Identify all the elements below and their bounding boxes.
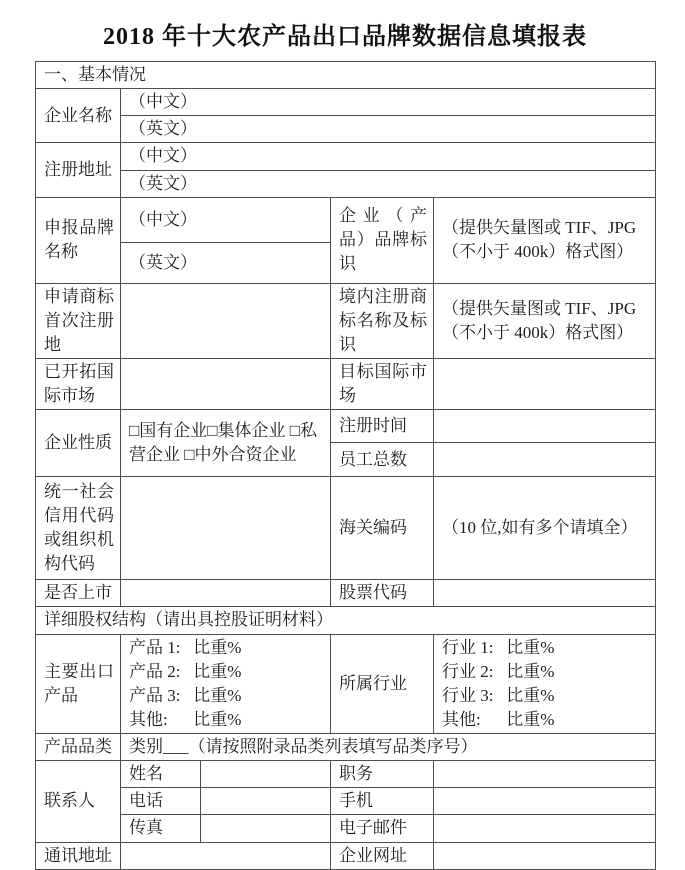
field-contact-tel[interactable] — [201, 788, 331, 815]
field-is-listed[interactable] — [121, 580, 331, 607]
industry-line: 行业 2: 比重% — [442, 661, 555, 681]
field-company-name-en[interactable] — [121, 116, 656, 143]
label-contact-name: 姓名 — [121, 761, 201, 788]
field-stock-code[interactable] — [434, 580, 656, 607]
label-contact-mobile: 手机 — [331, 788, 434, 815]
label-credit-or-org-code: 统一社会信用代码或组织机构代码 — [36, 477, 121, 580]
label-trademark-first-registration: 申请商标首次注册地 — [36, 283, 121, 358]
label-main-export-products: 主要出口产品 — [36, 634, 121, 734]
field-opened-intl-markets[interactable] — [121, 359, 331, 410]
label-contact-title: 职务 — [331, 761, 434, 788]
label-company-name: 企业名称 — [36, 89, 121, 143]
field-company-name-zh[interactable] — [121, 89, 656, 116]
note-brand-logo-format: （提供矢量图或 TIF、JPG（不小于 400k）格式图） — [434, 197, 656, 283]
industry-line: 行业 1: 比重% — [442, 637, 555, 657]
field-brand-name-en[interactable] — [121, 242, 331, 283]
label-mailing-address: 通讯地址 — [36, 842, 121, 869]
field-prefix-english: （英文） — [129, 252, 197, 272]
field-contact-name[interactable] — [201, 761, 331, 788]
export-product-line: 其他: 比重% — [129, 709, 242, 729]
label-stock-code: 股票代码 — [331, 580, 434, 607]
section-header-basic-info: 一、基本情况 — [36, 62, 656, 89]
label-brand-logo: 企业（产品）品牌标识 — [331, 197, 434, 283]
field-brand-name-zh[interactable] — [121, 197, 331, 242]
label-declared-brand-name: 申报品牌名称 — [36, 197, 121, 283]
label-product-category: 产品品类 — [36, 734, 121, 761]
label-is-listed: 是否上市 — [36, 580, 121, 607]
field-registration-time[interactable] — [434, 410, 656, 443]
label-enterprise-nature: 企业性质 — [36, 410, 121, 477]
field-prefix-english: （英文） — [129, 173, 197, 193]
field-prefix-chinese: （中文） — [129, 209, 197, 229]
label-registered-address: 注册地址 — [36, 143, 121, 197]
label-total-staff: 员工总数 — [331, 443, 434, 477]
field-product-category[interactable] — [121, 734, 656, 761]
label-contact-person: 联系人 — [36, 761, 121, 842]
basic-info-table — [35, 61, 656, 870]
label-registration-time: 注册时间 — [331, 410, 434, 443]
field-registered-address-zh[interactable] — [121, 143, 656, 170]
note-customs-code-digits: （10 位,如有多个请填全） — [442, 518, 638, 538]
label-company-website: 企业网址 — [331, 842, 434, 869]
field-prefix-chinese: （中文） — [129, 92, 197, 112]
label-industry: 所属行业 — [331, 634, 434, 734]
note-trademark-format: （提供矢量图或 TIF、JPG（不小于 400k）格式图） — [434, 283, 656, 358]
field-prefix-english: （英文） — [129, 119, 197, 139]
field-target-intl-markets[interactable] — [434, 359, 656, 410]
industry-line: 其他: 比重% — [442, 709, 555, 729]
field-contact-fax[interactable] — [201, 815, 331, 842]
label-target-intl-markets: 目标国际市场 — [331, 359, 434, 410]
field-main-export-products[interactable] — [121, 634, 331, 734]
label-domestic-trademark: 境内注册商标名称及标识 — [331, 283, 434, 358]
field-contact-title[interactable] — [434, 761, 656, 788]
field-total-staff[interactable] — [434, 443, 656, 477]
field-contact-mobile[interactable] — [434, 788, 656, 815]
field-trademark-first-registration[interactable] — [121, 283, 331, 358]
category-instruction: 类别___（请按照附录品类列表填写品类序号） — [129, 737, 478, 756]
field-credit-or-org-code[interactable] — [121, 477, 331, 580]
field-industries[interactable] — [434, 634, 656, 734]
field-contact-email[interactable] — [434, 815, 656, 842]
enterprise-nature-checkbox-options[interactable]: □国有企业□集体企业 □私营企业 □中外合资企业 — [121, 410, 331, 477]
label-opened-intl-markets: 已开拓国际市场 — [36, 359, 121, 410]
row-equity-structure: 详细股权结构（请出具控股证明材料） — [36, 607, 656, 634]
export-product-line: 产品 1: 比重% — [129, 637, 242, 657]
page-title: 2018 年十大农产品出口品牌数据信息填报表 — [103, 24, 587, 50]
field-prefix-chinese: （中文） — [129, 146, 197, 166]
label-contact-email: 电子邮件 — [331, 815, 434, 842]
label-contact-fax: 传真 — [121, 815, 201, 842]
export-product-line: 产品 2: 比重% — [129, 661, 242, 681]
field-customs-code[interactable] — [434, 477, 656, 580]
field-registered-address-en[interactable] — [121, 170, 656, 197]
industry-line: 行业 3: 比重% — [442, 685, 555, 705]
export-product-line: 产品 3: 比重% — [129, 685, 242, 705]
label-customs-code: 海关编码 — [331, 477, 434, 580]
label-contact-tel: 电话 — [121, 788, 201, 815]
